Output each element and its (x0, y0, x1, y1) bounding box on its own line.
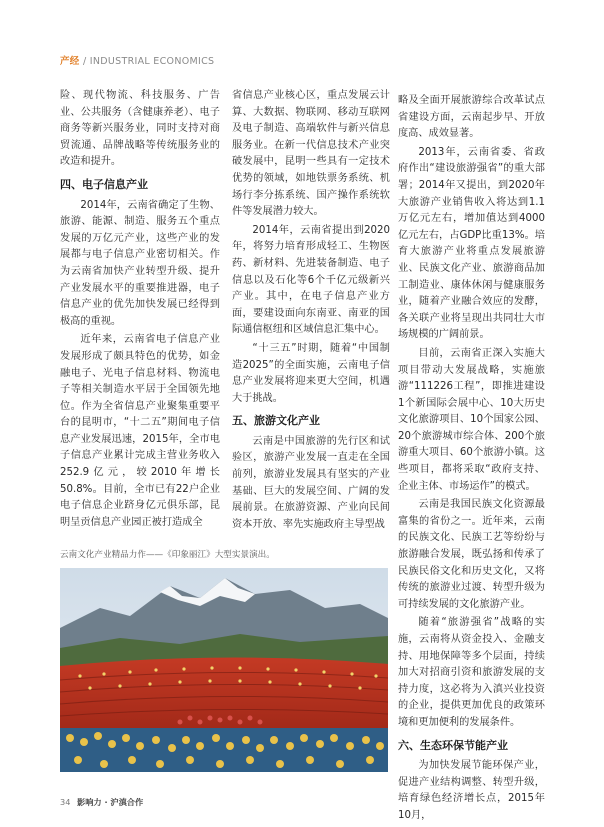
paragraph: 2014年，云南省确定了生物、旅游、能源、制造、服务五个重点发展的万亿元产业，这些产业的发展都与电子信息产业密切相关。作为云南省加快产业转型升级、提升产业发展水平的重要推进器，电子信息产业的优先加快发展已经得到极高的重视。 (60, 199, 220, 327)
section-label-en: INDUSTRIAL ECONOMICS (89, 56, 215, 67)
paragraph: 为加快发展节能环保产业，促进产业结构调整、转型升级，培育绿色经济增长点，2015年10月， (398, 760, 545, 821)
paragraph: 随着“旅游强省”战略的实施，云南将从资金投入、金融支持、用地保障等多个层面，持续加大对招商引资和旅游发展的支持力度，这必将为入滇兴业投资的企业，提供更加优良的政策环境和更加便利的发展条件。 (398, 617, 545, 728)
text-column-3 (398, 93, 545, 827)
paragraph: “十三五”时期，随着“中国制造2025”的全面实施，云南电子信息产业发展将迎来更大空间，机遇大于挑战。 (232, 342, 390, 404)
text-column-2 (232, 88, 390, 535)
paragraph: 目前，云南省正深入实施大项目带动大发展战略，实施旅游“111226工程”，即推进建设1个新国际会展中心、10大历史文化旅游项目、10个国家公园、20个旅游城市综合体、200个旅游重大项目、60个旅游小镇。这些项目，都将采取“政府支持、企业主体、市场运作”的模式。 (398, 347, 545, 492)
paragraph: 云南是我国民族文化资源最富集的省份之一。近年来，云南的民族文化、民族工艺等纷纷与旅游融合发展，既弘扬和传承了民族民俗文化和历史文化，又将传统的旅游业过渡、转型升级为可持续发展的文化旅游产业。 (398, 499, 545, 610)
paragraph: 险、现代物流、科技服务、广告业、公共服务（含健康养老）、电子商务等新兴服务业，同时支持对商贸流通、品牌战略等传统服务业的改造和提升。 (60, 90, 220, 168)
paragraph: 2013年，云南省委、省政府作出“建设旅游强省”的重大部署；2014年又提出，到2020年大旅游产业销售收入将达到1.1万亿元左右，增加值达到4000亿元左右，占GDP比重13%。培育大旅游产业将重点发展旅游业、民族文化产业、旅游商品加工制造业、康体休闲与健康服务业，随着产业融合效应的发酵，各关联产业将呈现出共同壮大市场规模的广阔前景。 (398, 146, 545, 341)
header-divider: / (82, 56, 87, 67)
section-label: 产经 (60, 56, 80, 67)
photo-caption: 云南文化产业精品力作——《印象丽江》大型实景演出。 (60, 550, 275, 560)
section-heading-electronics: 四、电子信息产业 (60, 177, 148, 191)
paragraph: 2014年，云南省提出到2020年，将努力培育形成轻工、生物医药、新材料、先进装备制造、电子信息以及石化等6个千亿元级新兴产业。其中，在电子信息产业方面，要建设面向东南亚、南亚的国际通信枢纽和区域信息汇集中心。 (232, 224, 390, 336)
section-heading-eco: 六、生态环保节能产业 (398, 738, 508, 752)
paragraph: 省信息产业核心区，重点发展云计算、大数据、物联网、移动互联网及电子制造、高端软件与新兴信息服务业。在新一代信息技术产业突破发展中，昆明一些具有一定技术优势的领域，如地铁票务系统、机场行李分拣系统、国产操作系统软件等发展潜力较大。 (232, 90, 390, 218)
paragraph: 云南是中国旅游的先行区和试验区，旅游产业发展一直走在全国前列，旅游业发展具有坚实的产业基础、巨大的发展空间、广阔的发展前景。在旅游资源、产业向民间资本开放、率先实施政府主导型战 (232, 435, 390, 530)
section-heading-tourism: 五、旅游文化产业 (232, 414, 320, 428)
performance-photo (60, 568, 388, 772)
page-header (60, 53, 214, 67)
text-column-1 (60, 88, 220, 533)
page-number: 34 (60, 797, 71, 807)
publication-name: 影响力 · 沪滇合作 (77, 797, 144, 807)
paragraph: 略及全面开展旅游综合改革试点省建设方面，云南起步早、开放度高、成效显著。 (398, 95, 545, 140)
paragraph: 近年来，云南省电子信息产业发展形成了颇具特色的优势，如金融电子、光电子信息材料、物流电子等相关制造水平居于全国领先地位。作为全省信息产业聚集重要平台的昆明市，“十二五”期间电子信息产业发展迅速，2015年，全市电子信息产业累计完成主营业务收入252.9亿元，较2010年增长50.8%。目前，全市已有22户企业电子信息企业跻身亿元俱乐部，昆明呈贡信息产业园正被打造成全 (60, 334, 220, 528)
page-footer (60, 797, 143, 808)
